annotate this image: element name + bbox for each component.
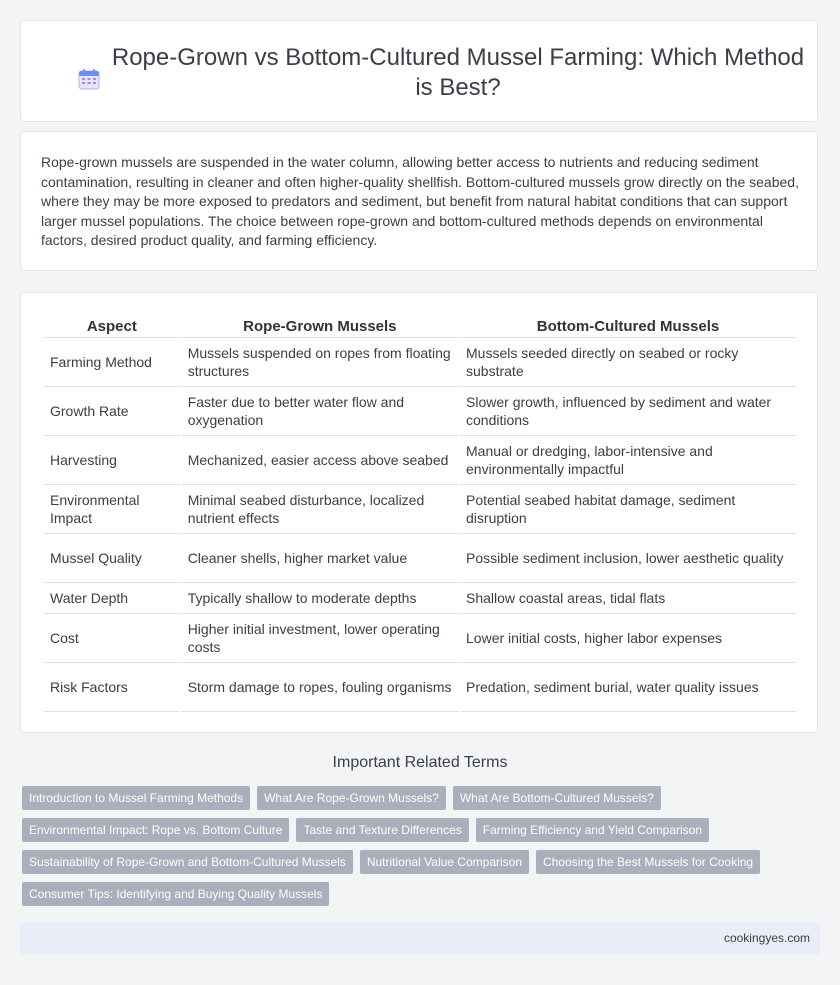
bottom-cultured-cell: Predation, sediment burial, water quality issues (460, 663, 796, 712)
table-row (44, 387, 796, 436)
footer-site-name[interactable]: cookingyes.com (723, 931, 810, 945)
aspect-cell: Harvesting (44, 436, 180, 485)
aspect-cell: Risk Factors (44, 663, 180, 712)
header-rope-grown: Rope-Grown Mussels (182, 315, 458, 338)
page-title: Rope-Grown vs Bottom-Cultured Mussel Farming: Which Method is Best? (111, 44, 805, 101)
intro-card (20, 131, 818, 271)
related-term-tag[interactable]: Taste and Texture Differences (296, 818, 468, 842)
aspect-cell: Cost (44, 614, 180, 663)
rope-grown-cell: Minimal seabed disturbance, localized nutrient effects (182, 485, 458, 534)
related-terms-list (22, 786, 822, 906)
title-card (20, 20, 818, 122)
rope-grown-cell: Storm damage to ropes, fouling organisms (182, 663, 458, 712)
comparison-table (42, 315, 798, 712)
related-term-tag[interactable]: Sustainability of Rope-Grown and Bottom-Cultured Mussels (22, 850, 353, 874)
rope-grown-cell: Cleaner shells, higher market value (182, 534, 458, 583)
table-row (44, 436, 796, 485)
related-term-tag[interactable]: Introduction to Mussel Farming Methods (22, 786, 250, 810)
header-bottom-cultured: Bottom-Cultured Mussels (460, 315, 796, 338)
related-terms-title: Important Related Terms (332, 754, 508, 771)
rope-grown-cell: Faster due to better water flow and oxygenation (182, 387, 458, 436)
rope-grown-cell: Typically shallow to moderate depths (182, 583, 458, 614)
bottom-cultured-cell: Shallow coastal areas, tidal flats (460, 583, 796, 614)
table-row (44, 614, 796, 663)
table-row (44, 534, 796, 583)
rope-grown-cell: Higher initial investment, lower operating costs (182, 614, 458, 663)
aspect-cell: Farming Method (44, 338, 180, 387)
related-term-tag[interactable]: Choosing the Best Mussels for Cooking (536, 850, 760, 874)
aspect-cell: Mussel Quality (44, 534, 180, 583)
related-term-tag[interactable]: Nutritional Value Comparison (360, 850, 529, 874)
related-term-tag[interactable]: Environmental Impact: Rope vs. Bottom Culture (22, 818, 289, 842)
bottom-cultured-cell: Lower initial costs, higher labor expenses (460, 614, 796, 663)
bottom-cultured-cell: Slower growth, influenced by sediment and water conditions (460, 387, 796, 436)
table-row (44, 338, 796, 387)
related-term-tag[interactable]: Farming Efficiency and Yield Comparison (476, 818, 709, 842)
rope-grown-cell: Mussels suspended on ropes from floating structures (182, 338, 458, 387)
aspect-cell: Growth Rate (44, 387, 180, 436)
table-row (44, 663, 796, 712)
aspect-cell: Water Depth (44, 583, 180, 614)
bottom-cultured-cell: Mussels seeded directly on seabed or rocky substrate (460, 338, 796, 387)
related-term-tag[interactable]: What Are Rope-Grown Mussels? (257, 786, 446, 810)
table-row (44, 583, 796, 614)
calendar-icon (78, 68, 100, 90)
header-aspect: Aspect (44, 315, 180, 338)
bottom-cultured-cell: Potential seabed habitat damage, sediment disruption (460, 485, 796, 534)
intro-paragraph: Rope-grown mussels are suspended in the water column, allowing better access to nutrients and reducing sediment contamination, resulting in cleaner and often higher-quality shellfish. Bottom-cultured mussels grow directly on the seabed, where they may be more exposed to predators and sediment, but benefit from natural habitat conditions that can support larger mussel populations. The choice between rope-grown and bottom-cultured methods depends on environmental factors, desired product quality, and farming efficiency. (41, 154, 799, 249)
rope-grown-cell: Mechanized, easier access above seabed (182, 436, 458, 485)
table-header-row (44, 315, 796, 338)
bottom-cultured-cell: Manual or dredging, labor-intensive and environmentally impactful (460, 436, 796, 485)
table-row (44, 485, 796, 534)
aspect-cell: Environmental Impact (44, 485, 180, 534)
footer (20, 922, 820, 954)
related-term-tag[interactable]: What Are Bottom-Cultured Mussels? (453, 786, 661, 810)
comparison-table-card (20, 292, 818, 733)
related-term-tag[interactable]: Consumer Tips: Identifying and Buying Quality Mussels (22, 882, 329, 906)
bottom-cultured-cell: Possible sediment inclusion, lower aesthetic quality (460, 534, 796, 583)
